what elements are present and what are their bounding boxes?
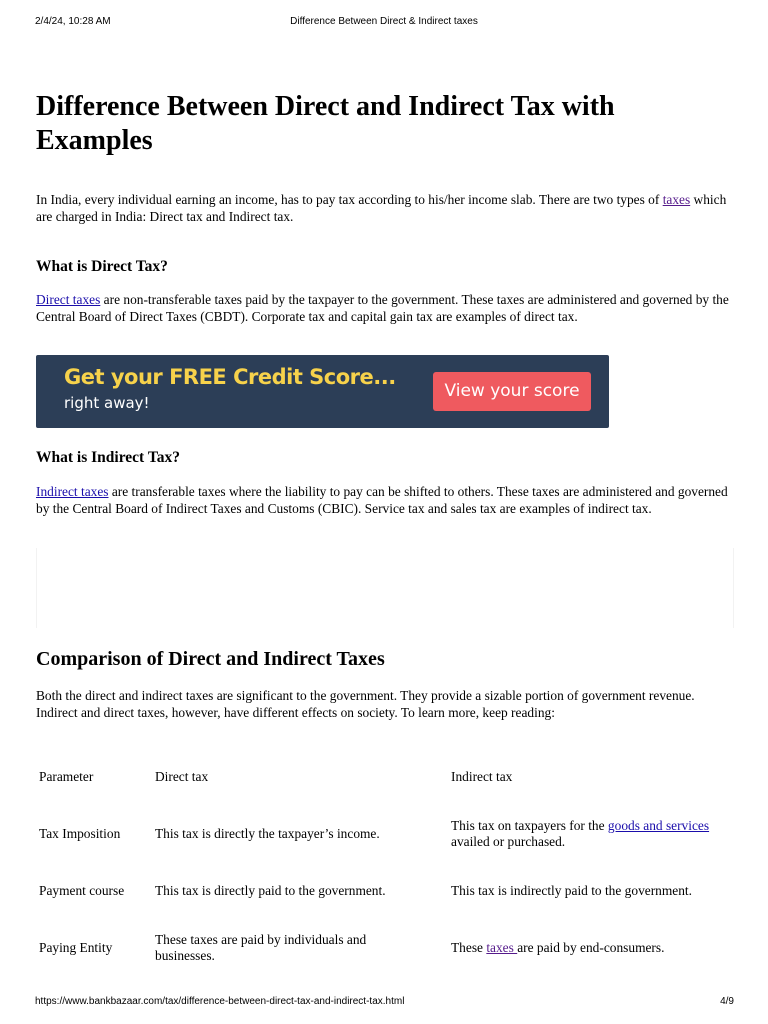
table-cell-indirect: These taxes are paid by end-consumers. <box>451 940 665 955</box>
table-cell-direct: These taxes are paid by individuals and businesses. <box>155 932 367 963</box>
table-header-direct: Direct tax <box>155 769 209 784</box>
table-cell-direct: This tax is directly paid to the government. <box>155 883 386 898</box>
table-cell-indirect: This tax on taxpayers for the goods and services availed or purchased. <box>451 818 710 849</box>
comparison-heading: Comparison of Direct and Indirect Taxes <box>36 648 385 670</box>
banner-headline: Get your FREE Credit Score... <box>64 365 396 389</box>
print-datetime: 2/4/24, 10:28 AM <box>35 16 111 27</box>
direct-taxes-link[interactable]: Direct taxes <box>36 292 101 307</box>
indirect-taxes-link[interactable]: Indirect taxes <box>36 484 109 499</box>
indirect-tax-paragraph: Indirect taxes are transferable taxes where the liability to pay can be shifted to others. These taxes are administered and governed by the Central Board of Indirect Taxes and Customs (CBIC). Service tax and sales tax are examples of indirect tax. <box>36 484 728 516</box>
table-cell-param: Payment course <box>39 883 125 898</box>
goods-and-services-link[interactable]: goods and services <box>607 818 710 833</box>
taxes-link[interactable]: taxes <box>486 940 518 955</box>
table-cell-indirect: This tax is indirectly paid to the government. <box>451 883 692 898</box>
table-cell-param: Tax Imposition <box>39 826 121 841</box>
table-cell-direct: This tax is directly the taxpayer’s income. <box>155 826 380 841</box>
ad-placeholder <box>36 548 734 628</box>
table-header-indirect: Indirect tax <box>451 769 513 784</box>
direct-tax-paragraph: Direct taxes are non-transferable taxes paid by the taxpayer to the government. These taxes are administered and governed by the Central Board of Direct Taxes (CBDT). Corporate tax and capital gain tax are examples of direct tax. <box>36 292 729 324</box>
direct-tax-heading: What is Direct Tax? <box>36 258 168 275</box>
view-score-button[interactable]: View your score <box>433 372 591 411</box>
table-header-parameter: Parameter <box>39 769 94 784</box>
print-footer <box>0 996 768 1010</box>
comparison-paragraph: Both the direct and indirect taxes are significant to the government. They provide a sizable portion of government revenue. Indirect and direct taxes, however, have different effects on society. To learn more, keep reading: <box>36 688 695 720</box>
print-url: https://www.bankbazaar.com/tax/difference-between-direct-tax-and-indirect-tax.html <box>35 996 405 1007</box>
page-number: 4/9 <box>720 996 734 1007</box>
credit-score-banner[interactable] <box>36 355 609 428</box>
print-doc-title: Difference Between Direct & Indirect taxes <box>290 16 478 27</box>
intro-paragraph: In India, every individual earning an income, has to pay tax according to his/her income slab. There are two types of taxes which are charged in India: Direct tax and Indirect tax. <box>36 192 727 224</box>
page-title: Difference Between Direct and Indirect Tax with Examples <box>36 91 615 156</box>
indirect-tax-heading: What is Indirect Tax? <box>36 449 180 466</box>
table-cell-param: Paying Entity <box>39 940 113 955</box>
banner-subline: right away! <box>64 394 150 412</box>
print-header <box>0 16 768 30</box>
taxes-link[interactable]: taxes <box>662 192 691 207</box>
